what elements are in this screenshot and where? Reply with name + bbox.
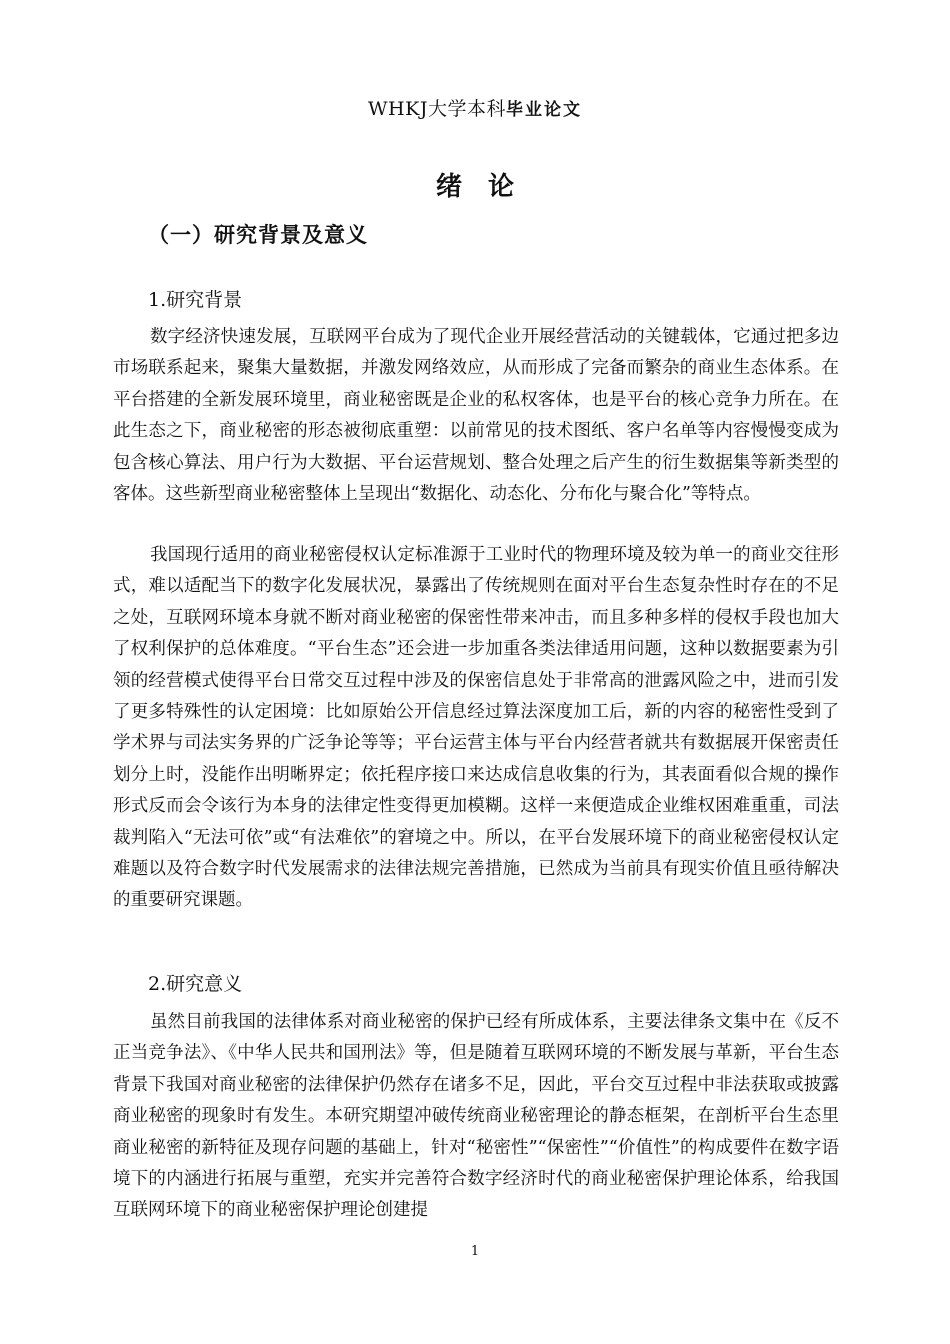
page-header [0,94,950,121]
subsection-title-significance: 2.研究意义 [148,973,243,995]
header-university: WHKJ大学本科 [368,98,506,120]
paragraph-background-1: 数字经济快速发展，互联网平台成为了现代企业开展经营活动的关键载体，它通过把多边市场联系起来，聚集大量数据，并激发网络效应，从而形成了完备而繁杂的商业生态体系。在平台搭建的全新发展环境里，商业秘密既是企业的私权客体，也是平台的核心竞争力所在。在此生态之下，商业秘密的形态被彻底重塑：以前常见的技术图纸、客户名单等内容慢慢变成为包含核心算法、用户行为大数据、平台运营规划、整合处理之后产生的衍生数据集等新类型的客体。这些新型商业秘密整体上呈现出“数据化、动态化、分布化与聚合化”等特点。 [113,327,839,505]
page-number: 1 [470,1244,480,1259]
paragraph-background-2: 我国现行适用的商业秘密侵权认定标准源于工业时代的物理环境及较为单一的商业交往形式，难以适配当下的数字化发展状况，暴露出了传统规则在面对平台生态复杂性时存在的不足之处，互联网环境本身就不断对商业秘密的保密性带来冲击，而且多种多样的侵权手段也加大了权利保护的总体难度。“平台生态”还会进一步加重各类法律适用问题，这种以数据要素为引领的经营模式使得平台日常交互过程中涉及的保密信息处于非常高的泄露风险之中，进而引发了更多特殊性的认定困境：比如原始公开信息经过算法深度加工后，新的内容的秘密性受到了学术界与司法实务界的广泛争论等等；平台运营主体与平台内经营者就共有数据展开保密责任划分上时，没能作出明晰界定；依托程序接口来达成信息收集的行为，其表面看似合规的操作形式反而会令该行为本身的法律定性变得更加模糊。这样一来便造成企业维权困难重重，司法裁判陷入“无法可依”或“有法难依”的窘境之中。所以，在平台发展环境下的商业秘密侵权认定难题以及符合数字时代发展需求的法律法规完善措施，已然成为当前具有现实价值且亟待解决的重要研究课题。 [113,545,839,911]
chapter-title: 绪论 [435,172,540,202]
subsection-title-background: 1.研究背景 [148,289,243,311]
paragraph-significance-1: 虽然目前我国的法律体系对商业秘密的保护已经有所成体系，主要法律条文集中在《反不正当竞争法》、《中华人民共和国刑法》等，但是随着互联网环境的不断发展与革新，平台生态背景下我国对商业秘密的法律保护仍然存在诸多不足，因此，平台交互过程中非法获取或披露商业秘密的现象时有发生。本研究期望冲破传统商业秘密理论的静态框架，在剖析平台生态里商业秘密的新特征及现存问题的基础上，针对“秘密性”“保密性”“价值性”的构成要件在数字语境下的内涵进行拓展与重塑，充实并完善符合数字经济时代的商业秘密保护理论体系，给我国互联网环境下的商业秘密保护理论创建提 [113,1012,839,1221]
section-title: （一）研究背景及意义 [148,223,368,247]
header-thesis-label: 毕业论文 [505,100,582,120]
